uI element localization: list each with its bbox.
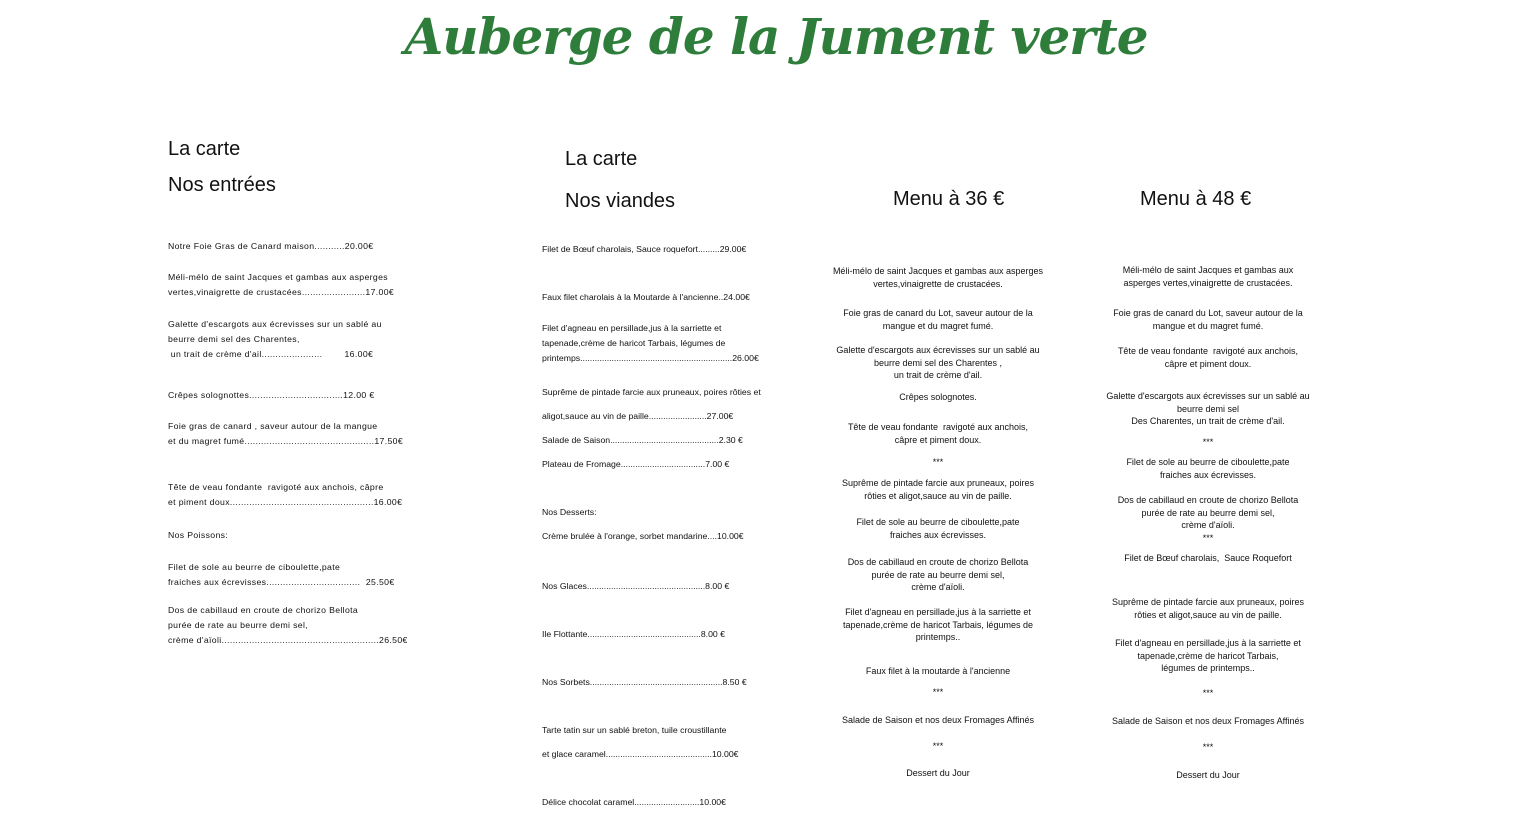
carte-title: La carte (565, 148, 638, 170)
menu-course: Foie gras de canard du Lot, saveur autour de la mangue et du magret fumé. (1113, 308, 1303, 331)
menu-item: Nos Sorbets.......................................................8.50 € (542, 677, 747, 687)
menu-item: Galette d'escargots aux écrevisses sur un sablé au beurre demi sel des Charentes, un trait de crème d'ail...................... 16.00€ (168, 319, 382, 359)
menu-item: Foie gras de canard , saveur autour de la mangue et du magret fumé...............................................17.50€ (168, 421, 404, 446)
section-label-poissons: Nos Poissons: (168, 530, 229, 540)
menu-item: Ile Flottante...............................................8.00 € (542, 629, 725, 639)
menu-item: Méli-mélo de saint Jacques et gambas aux asperges vertes,vinaigrette de crustacées.......................17.00€ (168, 272, 395, 297)
menu-course: Méli-mélo de saint Jacques et gambas aux asperges vertes,vinaigrette de crustacées. (1122, 265, 1294, 288)
separator: *** (932, 687, 944, 697)
menu-item: Crème brulée à l'orange, sorbet mandarine....10.00€ (542, 531, 744, 541)
menu-item: Filet d'agneau en persillade,jus à la sarriette et tapenade,crème de haricot Tarbais, légumes de printemps...............................................................26.00€ (542, 323, 759, 363)
entrees-subtitle: Nos entrées (168, 174, 276, 196)
menu-item: Faux filet charolais à la Moutarde à l'ancienne..24.00€ (542, 292, 750, 302)
menu-item: Plateau de Fromage...................................7.00 € (542, 459, 730, 469)
menu-course: Foie gras de canard du Lot, saveur autour de la mangue et du magret fumé. (843, 308, 1033, 331)
menu-course: Filet de Bœuf charolais, Sauce Roquefort (1124, 553, 1292, 563)
menu-item: Nos Glaces.................................................8.00 € (542, 581, 730, 591)
separator: *** (1202, 688, 1214, 698)
menu-course: Dessert du Jour (1176, 770, 1240, 780)
menu-item: Tête de veau fondante ravigoté aux anchois, câpre et piment doux....................................................16.00€ (168, 482, 403, 507)
site-title: Auberge de la Jument verte (404, 7, 1148, 66)
menu-course: Dessert du Jour (906, 768, 970, 778)
carte-title: La carte (168, 138, 241, 160)
menu-48-title: Menu à 48 € (1140, 188, 1252, 210)
menu-course: Suprême de pintade farcie aux pruneaux, poires rôties et aligot,sauce au vin de paille. (841, 478, 1035, 501)
separator: *** (932, 741, 944, 751)
menu-36-title: Menu à 36 € (893, 188, 1005, 210)
menu-course: Crêpes solognotes. (899, 392, 977, 402)
menu-course: Dos de cabillaud en croute de chorizo Bellota purée de rate au beurre demi sel, crème d'aïoli. (847, 557, 1029, 592)
menu-course: Tête de veau fondante ravigoté aux anchois, câpre et piment doux. (1117, 346, 1299, 369)
menu-item: Salade de Saison.............................................2.30 € (542, 435, 743, 445)
menu-course: Galette d'escargots aux écrevisses sur un sablé au beurre demi sel Des Charentes, un trait de crème d'ail. (1106, 391, 1310, 426)
separator: *** (1202, 437, 1214, 447)
menu-item: Tarte tatin sur un sablé breton, tuile croustillante (542, 725, 727, 735)
menu-item: Suprême de pintade farcie aux pruneaux, poires rôties et (542, 387, 761, 397)
menu-item: Délice chocolat caramel...........................10.00€ (542, 797, 726, 807)
menu-item: Filet de Bœuf charolais, Sauce roquefort.........29.00€ (542, 244, 747, 254)
menu-course: Faux filet à la moutarde à l'ancienne (865, 666, 1011, 676)
menu-item: Dos de cabillaud en croute de chorizo Bellota purée de rate au beurre demi sel, crème d'aïoli.........................................................26.50€ (168, 605, 408, 645)
menu-item: Crêpes solognottes..................................12.00 € (168, 390, 375, 400)
menu-course: Tête de veau fondante ravigoté aux anchois, câpre et piment doux. (847, 422, 1029, 445)
menu-course: Suprême de pintade farcie aux pruneaux, poires rôties et aligot,sauce au vin de paille. (1111, 597, 1305, 620)
menu-course: Filet d'agneau en persillade,jus à la sarriette et tapenade,crème de haricot Tarbais, légumes de printemps.. (1115, 638, 1301, 673)
menu-course: Filet de sole au beurre de ciboulette,pate fraiches aux écrevisses. (856, 517, 1020, 540)
separator: *** (932, 457, 944, 467)
menu-course: Salade de Saison et nos deux Fromages Affinés (842, 715, 1034, 725)
menu-item: et glace caramel............................................10.00€ (542, 749, 739, 759)
menu-course: Galette d'escargots aux écrevisses sur un sablé au beurre demi sel des Charentes , un trait de crème d'ail. (836, 345, 1040, 380)
menu-course: Filet de sole au beurre de ciboulette,pate fraiches aux écrevisses. (1126, 457, 1290, 480)
menu-item: aligot,sauce au vin de paille........................27.00€ (542, 411, 734, 421)
menu-course: Filet d'agneau en persillade,jus à la sarriette et tapenade,crème de haricot Tarbais, légumes de printemps.. (843, 607, 1033, 642)
menu-item: Filet de sole au beurre de ciboulette,pate fraiches aux écrevisses.................................. 25.50€ (168, 562, 395, 587)
menu-course: Méli-mélo de saint Jacques et gambas aux asperges vertes,vinaigrette de crustacées. (832, 266, 1044, 289)
viandes-subtitle: Nos viandes (565, 190, 676, 212)
menu-item: Notre Foie Gras de Canard maison...........20.00€ (168, 241, 374, 251)
separator: *** (1202, 742, 1214, 752)
section-label-desserts: Nos Desserts: (542, 507, 597, 517)
menu-course: Salade de Saison et nos deux Fromages Affinés (1112, 716, 1304, 726)
menu-course: Dos de cabillaud en croute de chorizo Bellota purée de rate au beurre demi sel, crème d'aïoli. *** (1117, 495, 1299, 543)
